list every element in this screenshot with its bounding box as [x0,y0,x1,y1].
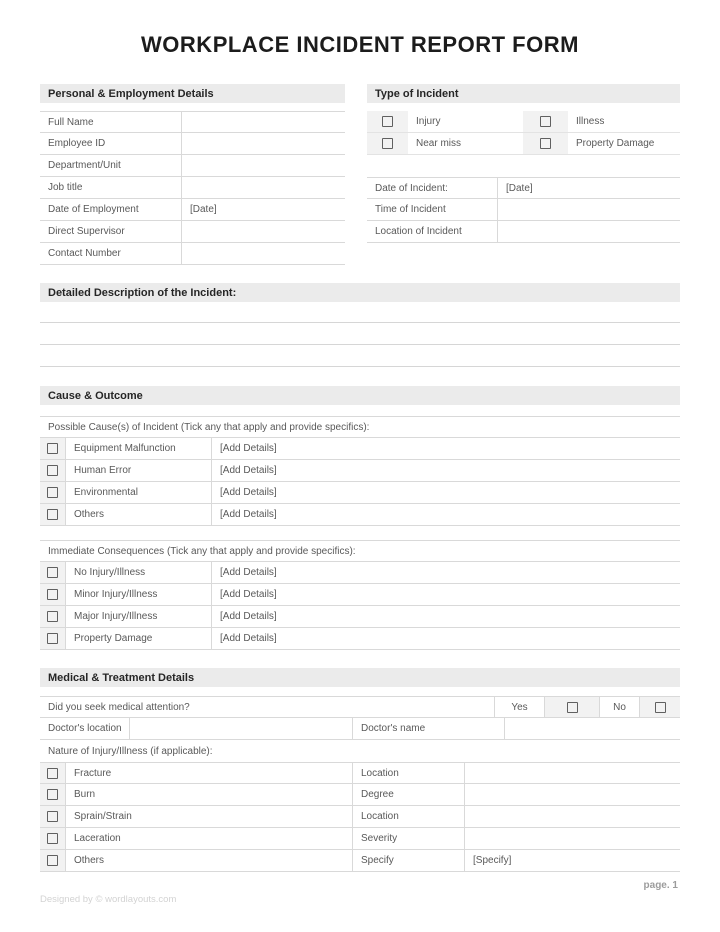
cause-label: Human Error [66,460,212,481]
table-row [40,460,680,482]
doctor-location-label: Doctor's location [40,718,130,739]
consequence-details-field[interactable]: [Add Details] [220,633,277,644]
table-row [40,504,680,526]
property-damage-checkbox[interactable] [540,138,551,149]
property-damage-consequence-checkbox[interactable] [47,633,58,644]
table-row [40,806,680,828]
checkbox-cell [40,606,66,627]
other-injury-checkbox[interactable] [47,855,58,866]
checkbox-label: Near miss [408,133,523,155]
personal-details-header: Personal & Employment Details [40,84,345,103]
consequence-label: Major Injury/Illness [66,606,212,627]
incident-time-field[interactable] [498,199,680,220]
checkbox-cell [367,111,408,133]
field-label: Date of Employment [40,199,182,220]
cause-details-field[interactable]: [Add Details] [220,443,277,454]
near-miss-checkbox[interactable] [382,138,393,149]
environmental-checkbox[interactable] [47,487,58,498]
incident-location-field[interactable] [498,221,680,242]
sprain-strain-checkbox[interactable] [47,811,58,822]
yes-label: Yes [495,697,545,717]
table-row [367,177,680,199]
field-label: Direct Supervisor [40,221,182,242]
medical-attention-question: Did you seek medical attention? [40,697,495,717]
injury-attr-label: Severity [353,828,465,849]
table-row [40,482,680,504]
checkbox-cell [40,504,66,525]
injury-attr-field[interactable]: [Specify] [473,855,512,866]
table-row [40,243,345,265]
table-row [40,584,680,606]
no-label: No [600,697,640,717]
contact-number-field[interactable] [182,243,345,264]
checkbox-cell [40,806,66,827]
doctor-name-label: Doctor's name [353,718,505,739]
checkbox-cell [40,850,66,871]
injury-checkbox[interactable] [382,116,393,127]
injury-attr-label: Degree [353,784,465,805]
description-header: Detailed Description of the Incident: [40,283,680,302]
consequence-label: Property Damage [66,628,212,649]
field-label: Date of Incident: [367,178,498,198]
burn-checkbox[interactable] [47,789,58,800]
minor-injury-checkbox[interactable] [47,589,58,600]
injury-type-label: Burn [66,784,353,805]
field-label: Department/Unit [40,155,182,176]
table-row [367,221,680,243]
personal-details-table [40,111,345,265]
medical-no-checkbox[interactable] [655,702,666,713]
possible-causes-table [40,416,680,526]
doctor-row [40,718,680,740]
injury-attr-field[interactable] [465,784,680,805]
description-line[interactable] [40,302,680,323]
injury-attr-label: Specify [353,850,465,871]
checkbox-cell [367,133,408,155]
consequences-instruction-row [40,540,680,562]
major-injury-checkbox[interactable] [47,611,58,622]
checkbox-cell [40,828,66,849]
cause-details-field[interactable]: [Add Details] [220,465,277,476]
consequence-details-field[interactable]: [Add Details] [220,567,277,578]
injury-attr-label: Location [353,806,465,827]
checkbox-cell [523,133,568,155]
causes-instruction-row [40,416,680,438]
table-row [40,628,680,650]
consequences-table [40,540,680,650]
checkbox-cell [40,784,66,805]
incident-type-header: Type of Incident [367,84,680,103]
injury-attr-field[interactable] [465,828,680,849]
checkbox-cell [40,562,66,583]
description-line[interactable] [40,345,680,367]
personal-details-section [40,84,345,265]
designer-credit: Designed by © wordlayouts.com [40,894,177,905]
table-row [367,199,680,221]
table-row [40,762,680,784]
incident-type-checkbox-grid [367,111,680,155]
injury-type-label: Others [66,850,353,871]
cause-outcome-header: Cause & Outcome [40,386,680,405]
table-row [40,177,345,199]
medical-attention-row [40,696,680,718]
doctor-name-field[interactable] [505,718,680,739]
field-label: Contact Number [40,243,182,264]
checkbox-label: Property Damage [568,133,680,155]
checkbox-cell [40,438,66,459]
medical-yes-checkbox[interactable] [567,702,578,713]
cause-details-field[interactable]: [Add Details] [220,487,277,498]
no-injury-checkbox[interactable] [47,567,58,578]
field-label: Location of Incident [367,221,498,242]
department-field[interactable] [182,155,345,176]
description-line[interactable] [40,323,680,345]
checkbox-label: Illness [568,111,680,133]
field-label: Time of Incident [367,199,498,220]
checkbox-cell [640,697,680,717]
checkbox-label: Injury [408,111,523,133]
laceration-checkbox[interactable] [47,833,58,844]
page-title: WORKPLACE INCIDENT REPORT FORM [141,32,579,57]
table-row [40,199,345,221]
table-row [40,606,680,628]
injury-attr-field[interactable] [465,806,680,827]
checkbox-cell [40,584,66,605]
cause-label: Environmental [66,482,212,503]
consequence-details-field[interactable]: [Add Details] [220,611,277,622]
table-row [40,562,680,584]
nature-of-injury-label: Nature of Injury/Illness (if applicable): [48,745,213,757]
cause-label: Equipment Malfunction [66,438,212,459]
consequences-instruction: Immediate Consequences (Tick any that apply and provide specifics): [48,545,356,557]
table-row [40,828,680,850]
cause-details-field[interactable]: [Add Details] [220,509,277,520]
table-row [40,850,680,872]
cause-label: Others [66,504,212,525]
table-row [40,111,345,133]
employee-id-field[interactable] [182,133,345,154]
checkbox-cell [545,697,600,717]
consequence-label: Minor Injury/Illness [66,584,212,605]
checkbox-cell [40,460,66,481]
checkbox-cell [40,628,66,649]
injury-attr-label: Location [353,763,465,783]
consequence-label: No Injury/Illness [66,562,212,583]
injury-type-label: Laceration [66,828,353,849]
full-name-field[interactable] [182,112,345,132]
field-label: Full Name [40,112,182,132]
description-area [40,302,680,367]
checkbox-cell [523,111,568,133]
page-number: page. 1 [643,880,678,891]
field-label: Job title [40,177,182,198]
equipment-malfunction-checkbox[interactable] [47,443,58,454]
injury-attr-field[interactable] [465,763,680,783]
other-cause-checkbox[interactable] [47,509,58,520]
injury-type-label: Sprain/Strain [66,806,353,827]
checkbox-cell [40,763,66,783]
injury-type-label: Fracture [66,763,353,783]
medical-header: Medical & Treatment Details [40,668,680,687]
field-label: Employee ID [40,133,182,154]
checkbox-cell [40,482,66,503]
consequence-details-field[interactable]: [Add Details] [220,589,277,600]
causes-instruction: Possible Cause(s) of Incident (Tick any that apply and provide specifics): [48,421,370,433]
human-error-checkbox[interactable] [47,465,58,476]
table-row [40,155,345,177]
employment-date-field[interactable]: [Date] [190,204,217,215]
illness-checkbox[interactable] [540,116,551,127]
incident-date-field[interactable]: [Date] [506,182,533,194]
table-row [40,133,345,155]
doctor-location-field[interactable] [130,718,353,739]
table-row [40,438,680,460]
incident-when-where-table [367,177,680,243]
supervisor-field[interactable] [182,221,345,242]
fracture-checkbox[interactable] [47,768,58,779]
table-row [40,784,680,806]
incident-type-section [367,84,680,243]
table-row [40,221,345,243]
nature-of-injury-table [40,762,680,872]
job-title-field[interactable] [182,177,345,198]
